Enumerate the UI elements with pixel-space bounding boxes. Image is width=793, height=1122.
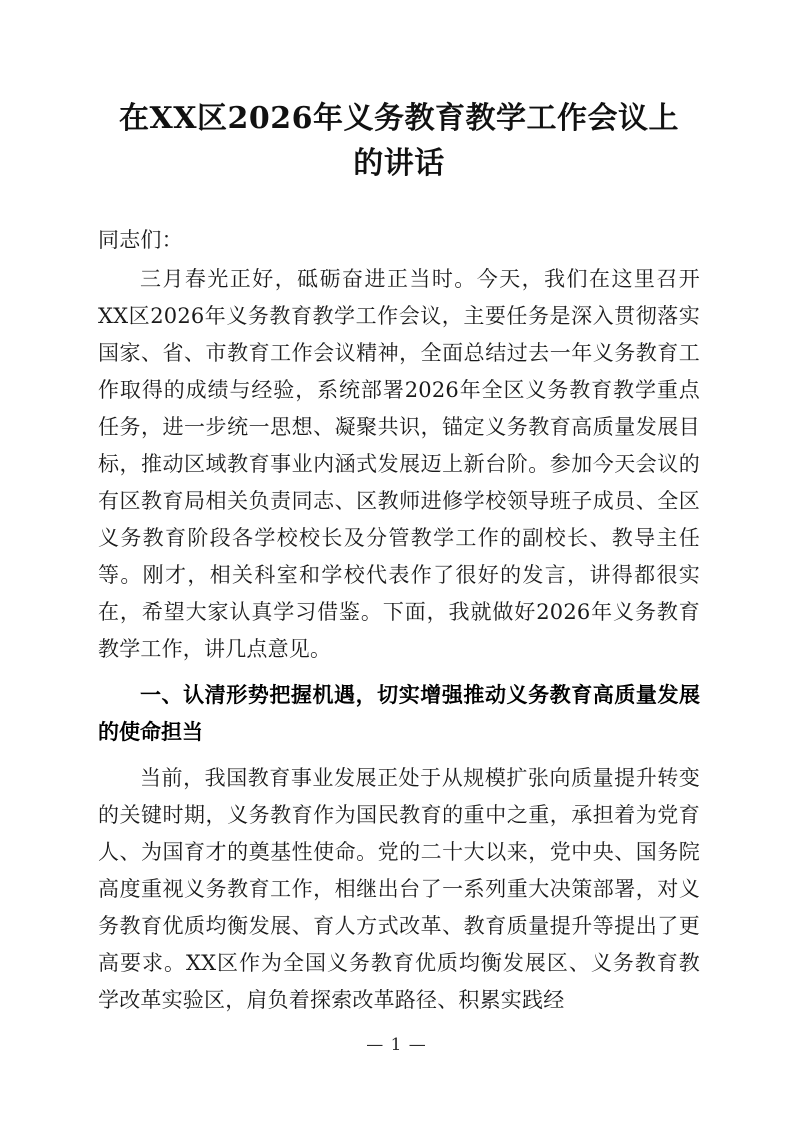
section-one-paragraph: 当前，我国教育事业发展正处于从规模扩张向质量提升转变的关键时期，义务教育作为国民教育的重中之重，承担着为党育人、为国育才的奠基性使命。党的二十大以来，党中央、国务院高度重视义务教育工作，相继出台了一系列重大决策部署，对义务教育优质均衡发展、育人方式改革、教育质量提升等提出了更高要求。XX区作为全国义务教育优质均衡发展区、义务教育教学改革实验区，肩负着探索改革路径、积累实践经: [98, 766, 700, 1012]
opening-paragraph: 三月春光正好，砥砺奋进正当时。今天，我们在这里召开XX区2026年义务教育教学工作会议，主要任务是深入贯彻落实国家、省、市教育工作会议精神，全面总结过去一年义务教育工作取得的成绩与经验，系统部署2026年全区义务教育教学重点任务，进一步统一思想、凝聚共识，锚定义务教育高质量发展目标，推动区域教育事业内涵式发展迈上新台阶。参加今天会议的有区教育局相关负责同志、区教师进修学校领导班子成员、全区义务教育阶段各学校校长及分管教学工作的副校长、教导主任等。刚才，相关科室和学校代表作了很好的发言，讲得都很实在，希望大家认真学习借鉴。下面，我就做好2026年义务教育教学工作，讲几点意见。: [98, 267, 700, 661]
document-body: [98, 96, 700, 1019]
page-number-footer: — 1 —: [366, 1035, 427, 1055]
salutation-line: 同志们：: [98, 228, 183, 252]
section-heading-one: 一、认清形势把握机遇，切实增强推动义务教育高质量发展的使命担当: [98, 683, 700, 744]
page-title: 在XX区2026年义务教育教学工作会议上的讲话: [118, 101, 680, 181]
